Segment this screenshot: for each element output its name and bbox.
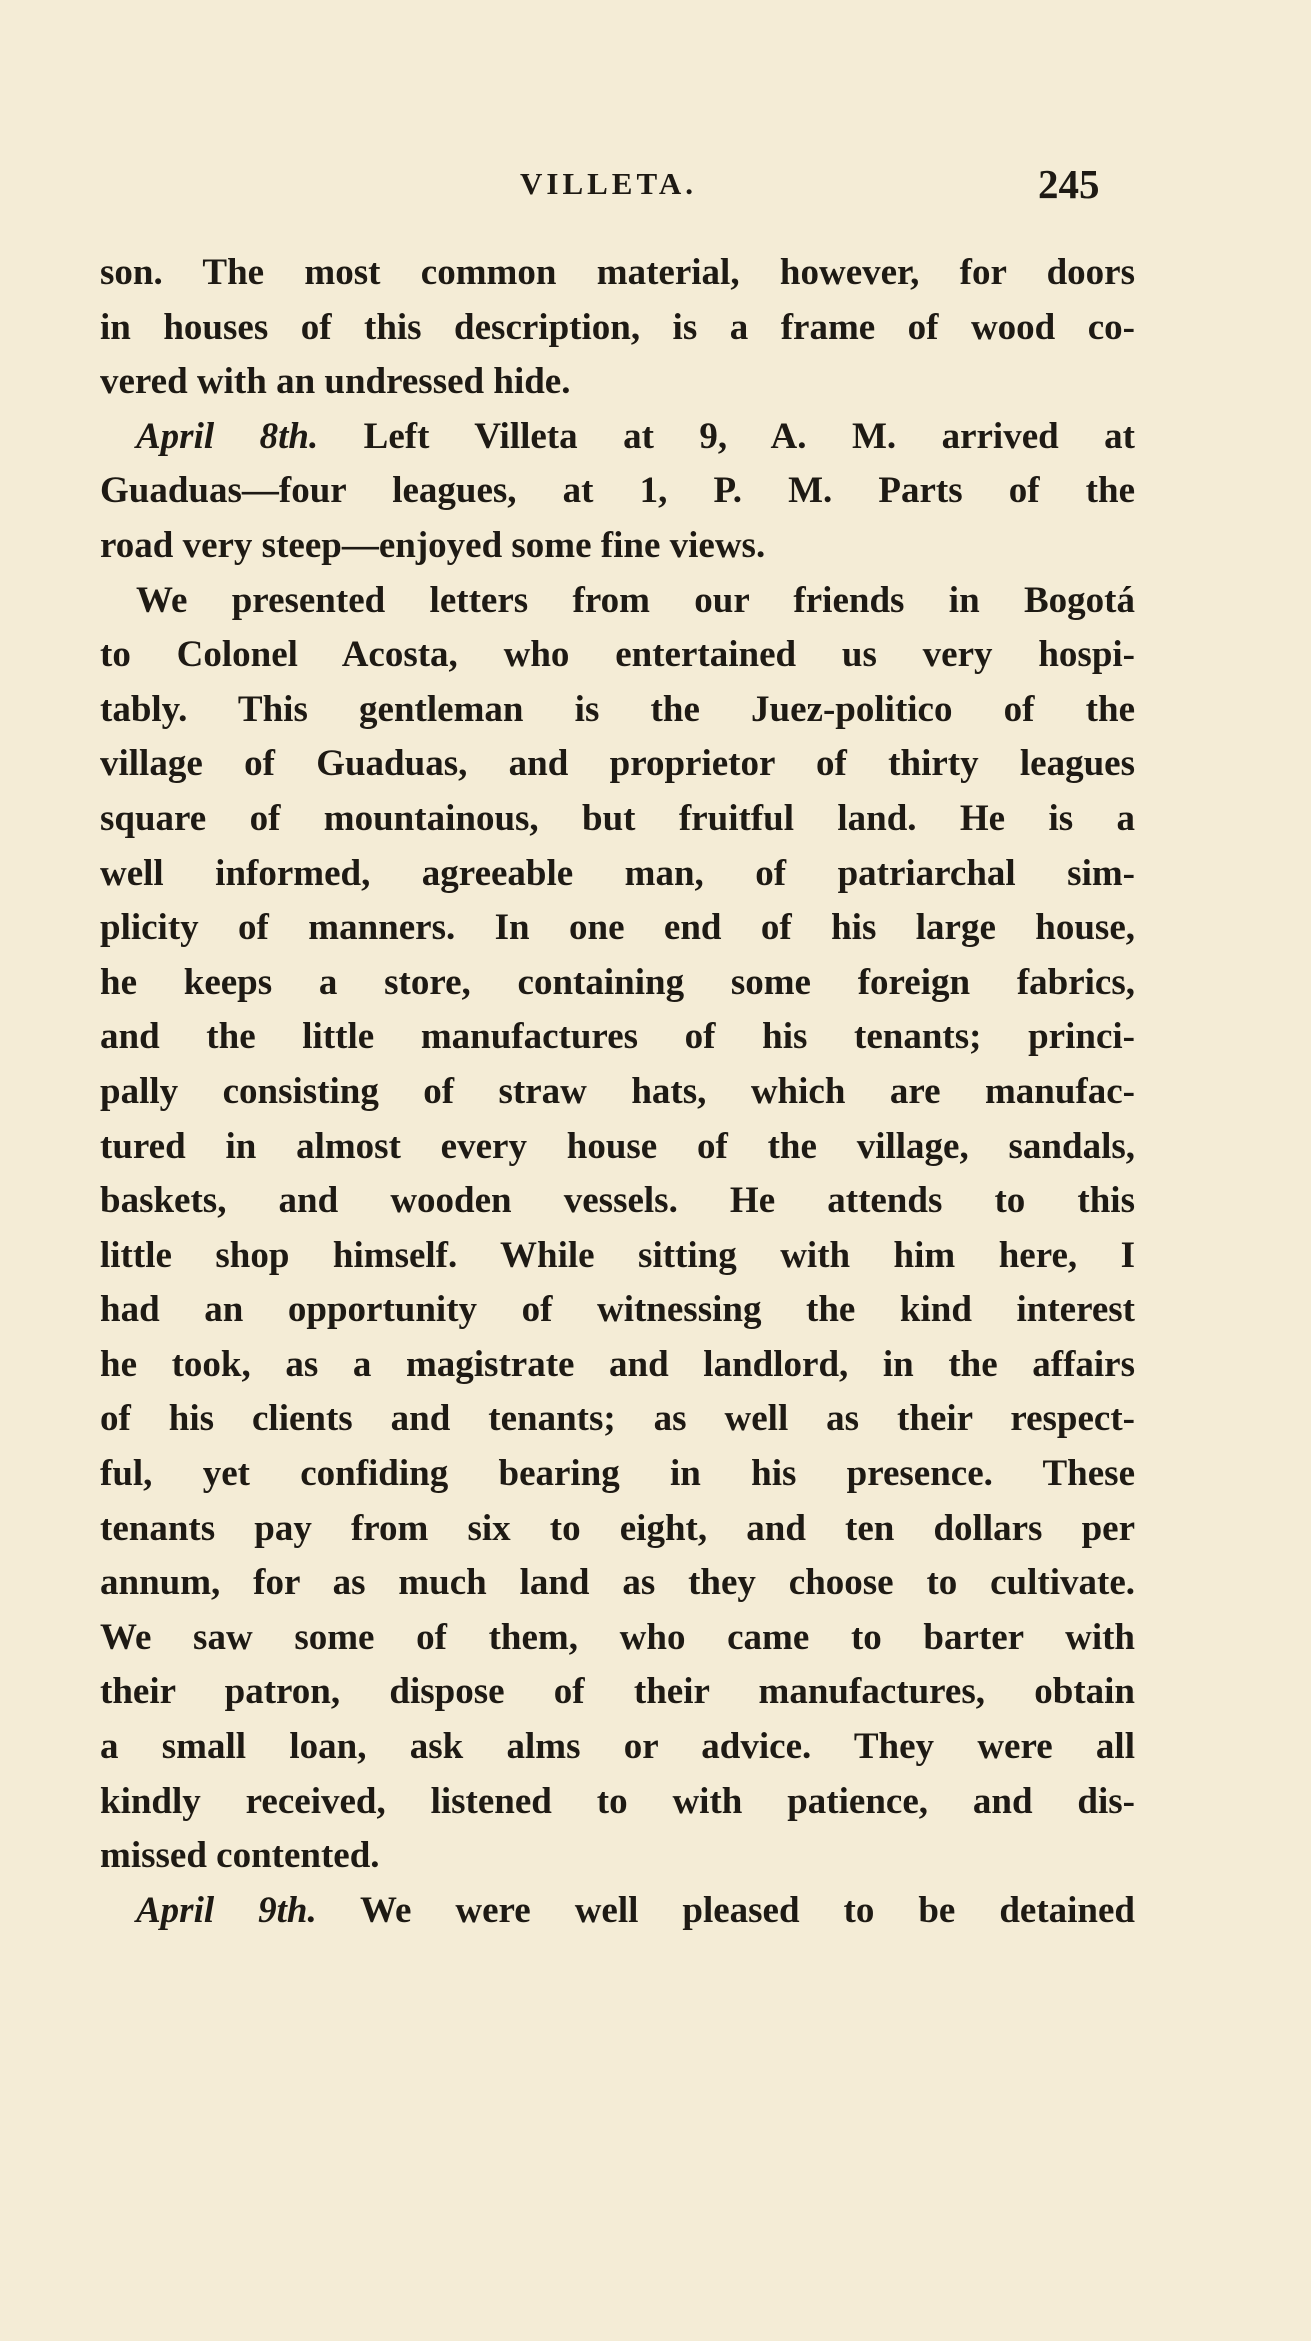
- text-line: he took, as a magistrate and landlord, in the affairs: [100, 1343, 1135, 1385]
- text-line: tably. This gentleman is the Juez-politico of the: [100, 688, 1135, 730]
- text-line: ful, yet confiding bearing in his presence. These: [100, 1453, 1135, 1495]
- text-line: annum, for as much land as they choose to cultivate.: [100, 1562, 1135, 1604]
- text-line: We saw some of them, who came to barter with: [100, 1616, 1135, 1658]
- text-line: well informed, agreeable man, of patriarchal sim-: [100, 852, 1135, 894]
- text-line: kindly received, listened to with patience, and dis-: [100, 1780, 1135, 1822]
- text-line: vered with an undressed hide.: [100, 361, 571, 403]
- text-line: We presented letters from our friends in Bogotá: [136, 579, 1135, 621]
- text-line: road very steep—enjoyed some fine views.: [100, 524, 766, 566]
- text-line: missed contented.: [100, 1835, 380, 1877]
- text-line: village of Guaduas, and proprietor of thirty leagues: [100, 743, 1135, 785]
- text-line: to Colonel Acosta, who entertained us very hospi-: [100, 634, 1135, 676]
- text-line: tenants pay from six to eight, and ten dollars per: [100, 1507, 1135, 1549]
- text-line: square of mountainous, but fruitful land. He is a: [100, 797, 1135, 839]
- text-line: son. The most common material, however, for doors: [100, 252, 1135, 293]
- text-line: plicity of manners. In one end of his large house,: [100, 907, 1135, 949]
- text-line: April 9th. We were well pleased to be detained: [136, 1889, 1135, 1931]
- text-line: tured in almost every house of the village, sandals,: [100, 1125, 1135, 1167]
- text-line: a small loan, ask alms or advice. They were all: [100, 1726, 1135, 1768]
- entry-date: April 8th.: [136, 415, 319, 457]
- text-line: had an opportunity of witnessing the kind interest: [100, 1289, 1135, 1331]
- text-line: baskets, and wooden vessels. He attends to this: [100, 1180, 1135, 1222]
- text-line: pally consisting of straw hats, which are manufac-: [100, 1070, 1135, 1112]
- running-title: VILLETA.: [520, 166, 697, 201]
- body-text: [100, 246, 1135, 1938]
- text-line: of his clients and tenants; as well as their respect-: [100, 1398, 1135, 1440]
- running-head: [0, 160, 1311, 210]
- text-line: little shop himself. While sitting with him here, I: [100, 1234, 1135, 1276]
- text-line: in houses of this description, is a frame of wood co-: [100, 306, 1135, 348]
- text-line: and the little manufactures of his tenants; princi-: [100, 1016, 1135, 1058]
- entry-date: April 9th.: [136, 1889, 317, 1931]
- text-line: their patron, dispose of their manufactures, obtain: [100, 1671, 1135, 1713]
- text-line: he keeps a store, containing some foreign fabrics,: [100, 961, 1135, 1003]
- text-line: Guaduas—four leagues, at 1, P. M. Parts of the: [100, 470, 1135, 512]
- text-line: April 8th. Left Villeta at 9, A. M. arrived at: [136, 415, 1135, 457]
- page-number: 245: [1038, 161, 1100, 207]
